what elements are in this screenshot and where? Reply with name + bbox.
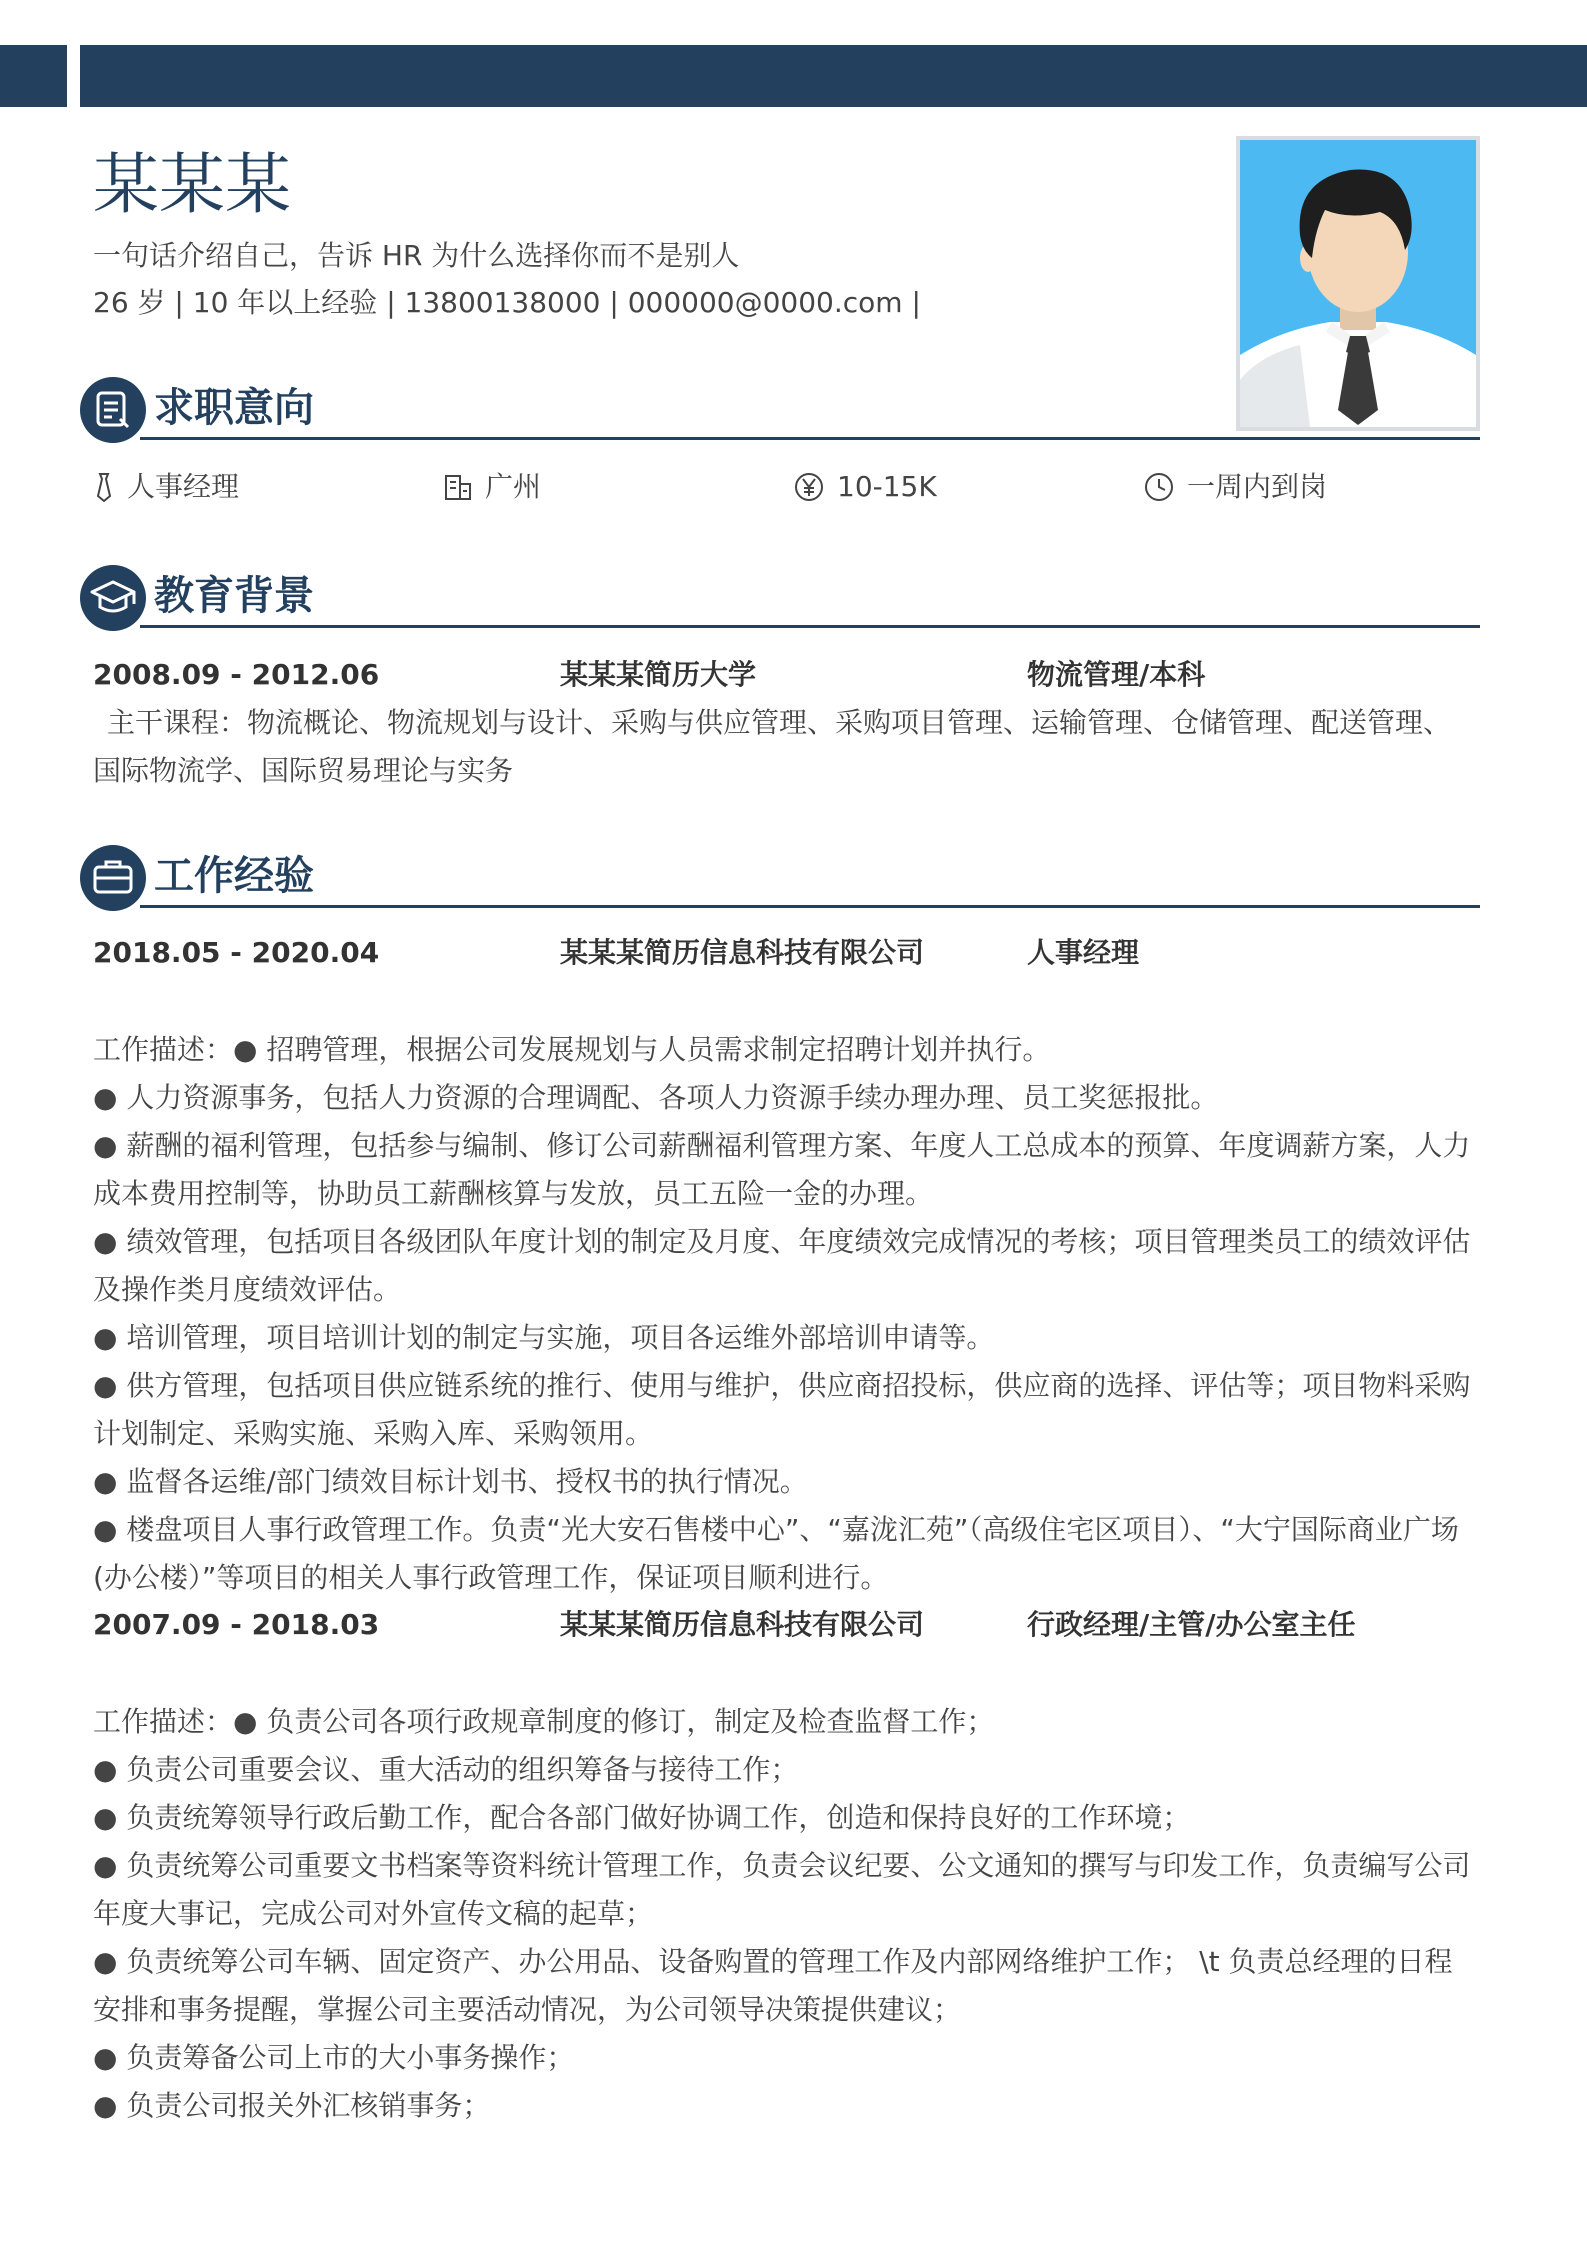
job-role: 行政经理/主管/办公室主任 [1027, 1608, 1356, 1641]
intent-availability [1143, 465, 1327, 509]
intent-position-text: 人事经理 [127, 470, 240, 503]
education-school: 某某某简历大学 [560, 658, 757, 691]
section-title: 工作经验 [154, 853, 314, 899]
section-education [80, 563, 1480, 633]
job-description-line: 工作描述：● 招聘管理，根据公司发展规划与人员需求制定招聘计划并执行。 [93, 1033, 1051, 1066]
resume-icon [80, 377, 146, 443]
job-description-line: ● 人力资源事务，包括人力资源的合理调配、各项人力资源手续办理办理、员工奖惩报批。 [93, 1081, 1219, 1114]
job-description-line: ● 负责公司重要会议、重大活动的组织筹备与接待工作； [93, 1753, 799, 1786]
job-entry-1 [93, 932, 1493, 974]
job-description-line: ● 负责统筹公司车辆、固定资产、办公用品、设备购置的管理工作及内部网络维护工作； \t 负责总经理的日程安排和事务提醒，掌握公司主要活动情况，为公司领导决策提供建议； [93, 1945, 1453, 2026]
yen-icon [793, 471, 825, 503]
section-job-intent [80, 375, 1480, 445]
education-major: 物流管理/本科 [1027, 658, 1206, 691]
job-intent-row [93, 465, 1483, 509]
intent-city [443, 465, 541, 509]
job-description-line: ● 负责统筹公司重要文书档案等资料统计管理工作，负责会议纪要、公文通知的撰写与印发工作，负责编写公司年度大事记，完成公司对外宣传文稿的起草； [93, 1849, 1471, 1930]
section-title: 教育背景 [154, 573, 314, 619]
job-role: 人事经理 [1027, 936, 1140, 969]
job-entry-2 [93, 1604, 1493, 1646]
job-description-line: ● 负责筹备公司上市的大小事务操作； [93, 2041, 575, 2074]
job-period: 2018.05 - 2020.04 [93, 936, 380, 969]
job-description-line: ● 负责公司报关外汇核销事务； [93, 2089, 491, 2122]
job-description-line: ● 监督各运维/部门绩效目标计划书、授权书的执行情况。 [93, 1465, 808, 1498]
section-title: 求职意向 [154, 385, 314, 431]
job-description-line: ● 楼盘项目人事行政管理工作。负责“光大安石售楼中心”、“嘉泷汇苑”（高级住宅区项目）、“大宁国际商业广场(办公楼）”等项目的相关人事行政管理工作，保证项目顺利进行。 [93, 1513, 1459, 1594]
section-divider [140, 437, 1480, 440]
candidate-name: 某某某 [93, 146, 291, 223]
job-description-line: 工作描述：● 负责公司各项行政规章制度的修订，制定及检查监督工作； [93, 1705, 995, 1738]
education-entry [93, 654, 1493, 696]
contact-info: 26 岁 | 10 年以上经验 | 13800138000 | 000000@0000.com | [93, 286, 921, 319]
header-bar [80, 45, 1587, 107]
intent-salary [793, 465, 937, 509]
job-description-line: ● 绩效管理，包括项目各级团队年度计划的制定及月度、年度绩效完成情况的考核；项目管理类员工的绩效评估及操作类月度绩效评估。 [93, 1225, 1471, 1306]
graduation-cap-icon [80, 565, 146, 631]
tagline: 一句话介绍自己，告诉 HR 为什么选择你而不是别人 [93, 239, 740, 272]
job-period: 2007.09 - 2018.03 [93, 1608, 380, 1641]
education-courses: 主干课程：物流概论、物流规划与设计、采购与供应管理、采购项目管理、运输管理、仓储管理、配送管理、国际物流学、国际贸易理论与实务 [93, 706, 1452, 787]
section-divider [140, 625, 1480, 628]
intent-salary-text: 10-15K [837, 470, 937, 503]
building-icon [443, 472, 473, 502]
section-work-experience [80, 843, 1480, 913]
job-description-1 [93, 1026, 1471, 1602]
job-description-2 [93, 1698, 1471, 2130]
job-company: 某某某简历信息科技有限公司 [560, 936, 925, 969]
job-description-line: ● 培训管理，项目培训计划的制定与实施，项目各运维外部培训申请等。 [93, 1321, 995, 1354]
briefcase-icon [80, 845, 146, 911]
job-company: 某某某简历信息科技有限公司 [560, 1608, 925, 1641]
section-divider [140, 905, 1480, 908]
header-bar-left [0, 45, 67, 107]
job-description-line: ● 薪酬的福利管理，包括参与编制、修订公司薪酬福利管理方案、年度人工总成本的预算、年度调薪方案，人力成本费用控制等，协助员工薪酬核算与发放，员工五险一金的办理。 [93, 1129, 1471, 1210]
intent-city-text: 广州 [485, 470, 542, 503]
job-description-line: ● 负责统筹领导行政后勤工作，配合各部门做好协调工作，创造和保持良好的工作环境； [93, 1801, 1191, 1834]
intent-availability-text: 一周内到岗 [1187, 470, 1328, 503]
education-period: 2008.09 - 2012.06 [93, 658, 380, 691]
tie-icon [93, 472, 115, 502]
clock-icon [1143, 471, 1175, 503]
job-description-line: ● 供方管理，包括项目供应链系统的推行、使用与维护，供应商招投标，供应商的选择、评估等；项目物料采购计划制定、采购实施、采购入库、采购领用。 [93, 1369, 1471, 1450]
intent-position [93, 465, 239, 509]
